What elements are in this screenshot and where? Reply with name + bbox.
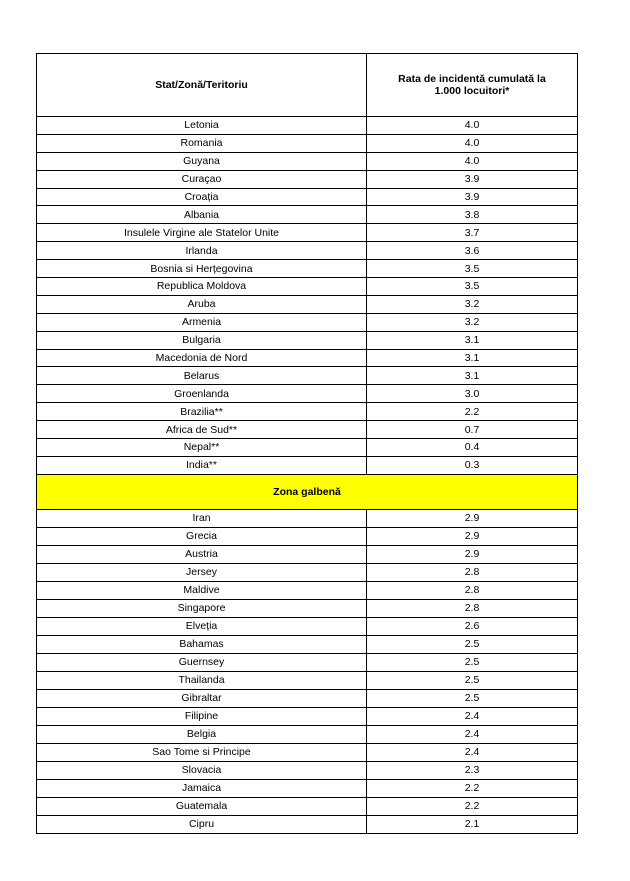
table-row [37,260,578,278]
country-name: Letonia [37,117,367,135]
incidence-rate: 3.8 [367,206,578,224]
table-row [37,134,578,152]
incidence-rate: 2.3 [367,761,578,779]
table-row [37,779,578,797]
country-name: Iran [37,509,367,527]
table-row [37,671,578,689]
country-name: Africa de Sud** [37,421,367,439]
incidence-rate: 3.9 [367,170,578,188]
country-name: Guatemala [37,797,367,815]
incidence-rate: 2.2 [367,797,578,815]
incidence-rate: 2.4 [367,743,578,761]
incidence-rate: 2.8 [367,563,578,581]
country-name: Bahamas [37,635,367,653]
country-name: Curaçao [37,170,367,188]
incidence-rate: 4.0 [367,117,578,135]
incidence-rate: 2.8 [367,599,578,617]
table-row [37,188,578,206]
table-row [37,367,578,385]
table-row [37,152,578,170]
incidence-table [36,53,578,834]
incidence-rate: 0.3 [367,456,578,474]
table-row [37,295,578,313]
country-name: Austria [37,545,367,563]
table-row [37,313,578,331]
table-row [37,421,578,439]
table-header-row [37,54,578,117]
incidence-rate: 2.9 [367,509,578,527]
country-name: Guernsey [37,653,367,671]
table-row [37,563,578,581]
table-row [37,581,578,599]
incidence-rate: 2.1 [367,815,578,833]
country-name: Jamaica [37,779,367,797]
table-row [37,349,578,367]
yellow-zone-header-row [37,474,578,509]
country-name: Gibraltar [37,689,367,707]
table-row [37,725,578,743]
incidence-rate: 3.1 [367,367,578,385]
country-name: India** [37,456,367,474]
incidence-rate: 0.7 [367,421,578,439]
country-name: Groenlanda [37,385,367,403]
incidence-rate: 2.2 [367,779,578,797]
table-row [37,815,578,833]
incidence-rate: 3.5 [367,278,578,296]
country-name: Jersey [37,563,367,581]
country-name: Romania [37,134,367,152]
country-name: Belgia [37,725,367,743]
incidence-rate: 0.4 [367,439,578,457]
table-row [37,743,578,761]
table-row [37,635,578,653]
country-name: Aruba [37,295,367,313]
country-name: Filipine [37,707,367,725]
table-row [37,117,578,135]
incidence-rate: 3.9 [367,188,578,206]
incidence-rate: 3.0 [367,385,578,403]
incidence-rate: 3.6 [367,242,578,260]
country-name: Bosnia si Herțegovina [37,260,367,278]
incidence-rate: 2.5 [367,671,578,689]
country-name: Singapore [37,599,367,617]
incidence-rate: 3.1 [367,331,578,349]
incidence-rate: 2.4 [367,725,578,743]
country-name: Maldive [37,581,367,599]
country-name: Irlanda [37,242,367,260]
table-row [37,653,578,671]
incidence-rate: 3.2 [367,313,578,331]
country-name: Brazilia** [37,403,367,421]
country-name: Insulele Virgine ale Statelor Unite [37,224,367,242]
country-name: Macedonia de Nord [37,349,367,367]
incidence-rate: 2.2 [367,403,578,421]
incidence-rate: 2.6 [367,617,578,635]
table-row [37,242,578,260]
incidence-rate: 3.7 [367,224,578,242]
country-name: Croația [37,188,367,206]
table-row [37,170,578,188]
table-row [37,278,578,296]
country-name: Elveția [37,617,367,635]
country-name: Sao Tome si Principe [37,743,367,761]
incidence-rate: 2.5 [367,689,578,707]
table-row [37,385,578,403]
table-row [37,689,578,707]
incidence-rate: 3.2 [367,295,578,313]
table-row [37,617,578,635]
table-row [37,403,578,421]
incidence-rate: 2.8 [367,581,578,599]
incidence-rate: 2.5 [367,653,578,671]
country-name: Cipru [37,815,367,833]
table-row [37,527,578,545]
country-name: Bulgaria [37,331,367,349]
incidence-rate: 3.5 [367,260,578,278]
incidence-rate: 2.9 [367,527,578,545]
incidence-rate: 2.4 [367,707,578,725]
incidence-rate: 2.9 [367,545,578,563]
country-name: Nepal** [37,439,367,457]
table-row [37,599,578,617]
header-country: Stat/Zonă/Teritoriu [37,54,367,117]
table-row [37,761,578,779]
country-name: Albania [37,206,367,224]
incidence-rate: 2.5 [367,635,578,653]
incidence-rate: 4.0 [367,134,578,152]
country-name: Slovacia [37,761,367,779]
incidence-rate: 3.1 [367,349,578,367]
yellow-zone-label: Zona galbenă [37,474,578,509]
country-name: Armenia [37,313,367,331]
table-row [37,797,578,815]
country-name: Thailanda [37,671,367,689]
incidence-rate: 4.0 [367,152,578,170]
table-row [37,456,578,474]
table-row [37,509,578,527]
table-row [37,439,578,457]
table-row [37,331,578,349]
country-name: Belarus [37,367,367,385]
country-name: Republica Moldova [37,278,367,296]
country-name: Grecia [37,527,367,545]
table-row [37,545,578,563]
table-row [37,224,578,242]
table-row [37,707,578,725]
country-name: Guyana [37,152,367,170]
header-incidence-rate: Rata de incidentă cumulată la 1.000 locuitori* [367,54,578,117]
table-row [37,206,578,224]
